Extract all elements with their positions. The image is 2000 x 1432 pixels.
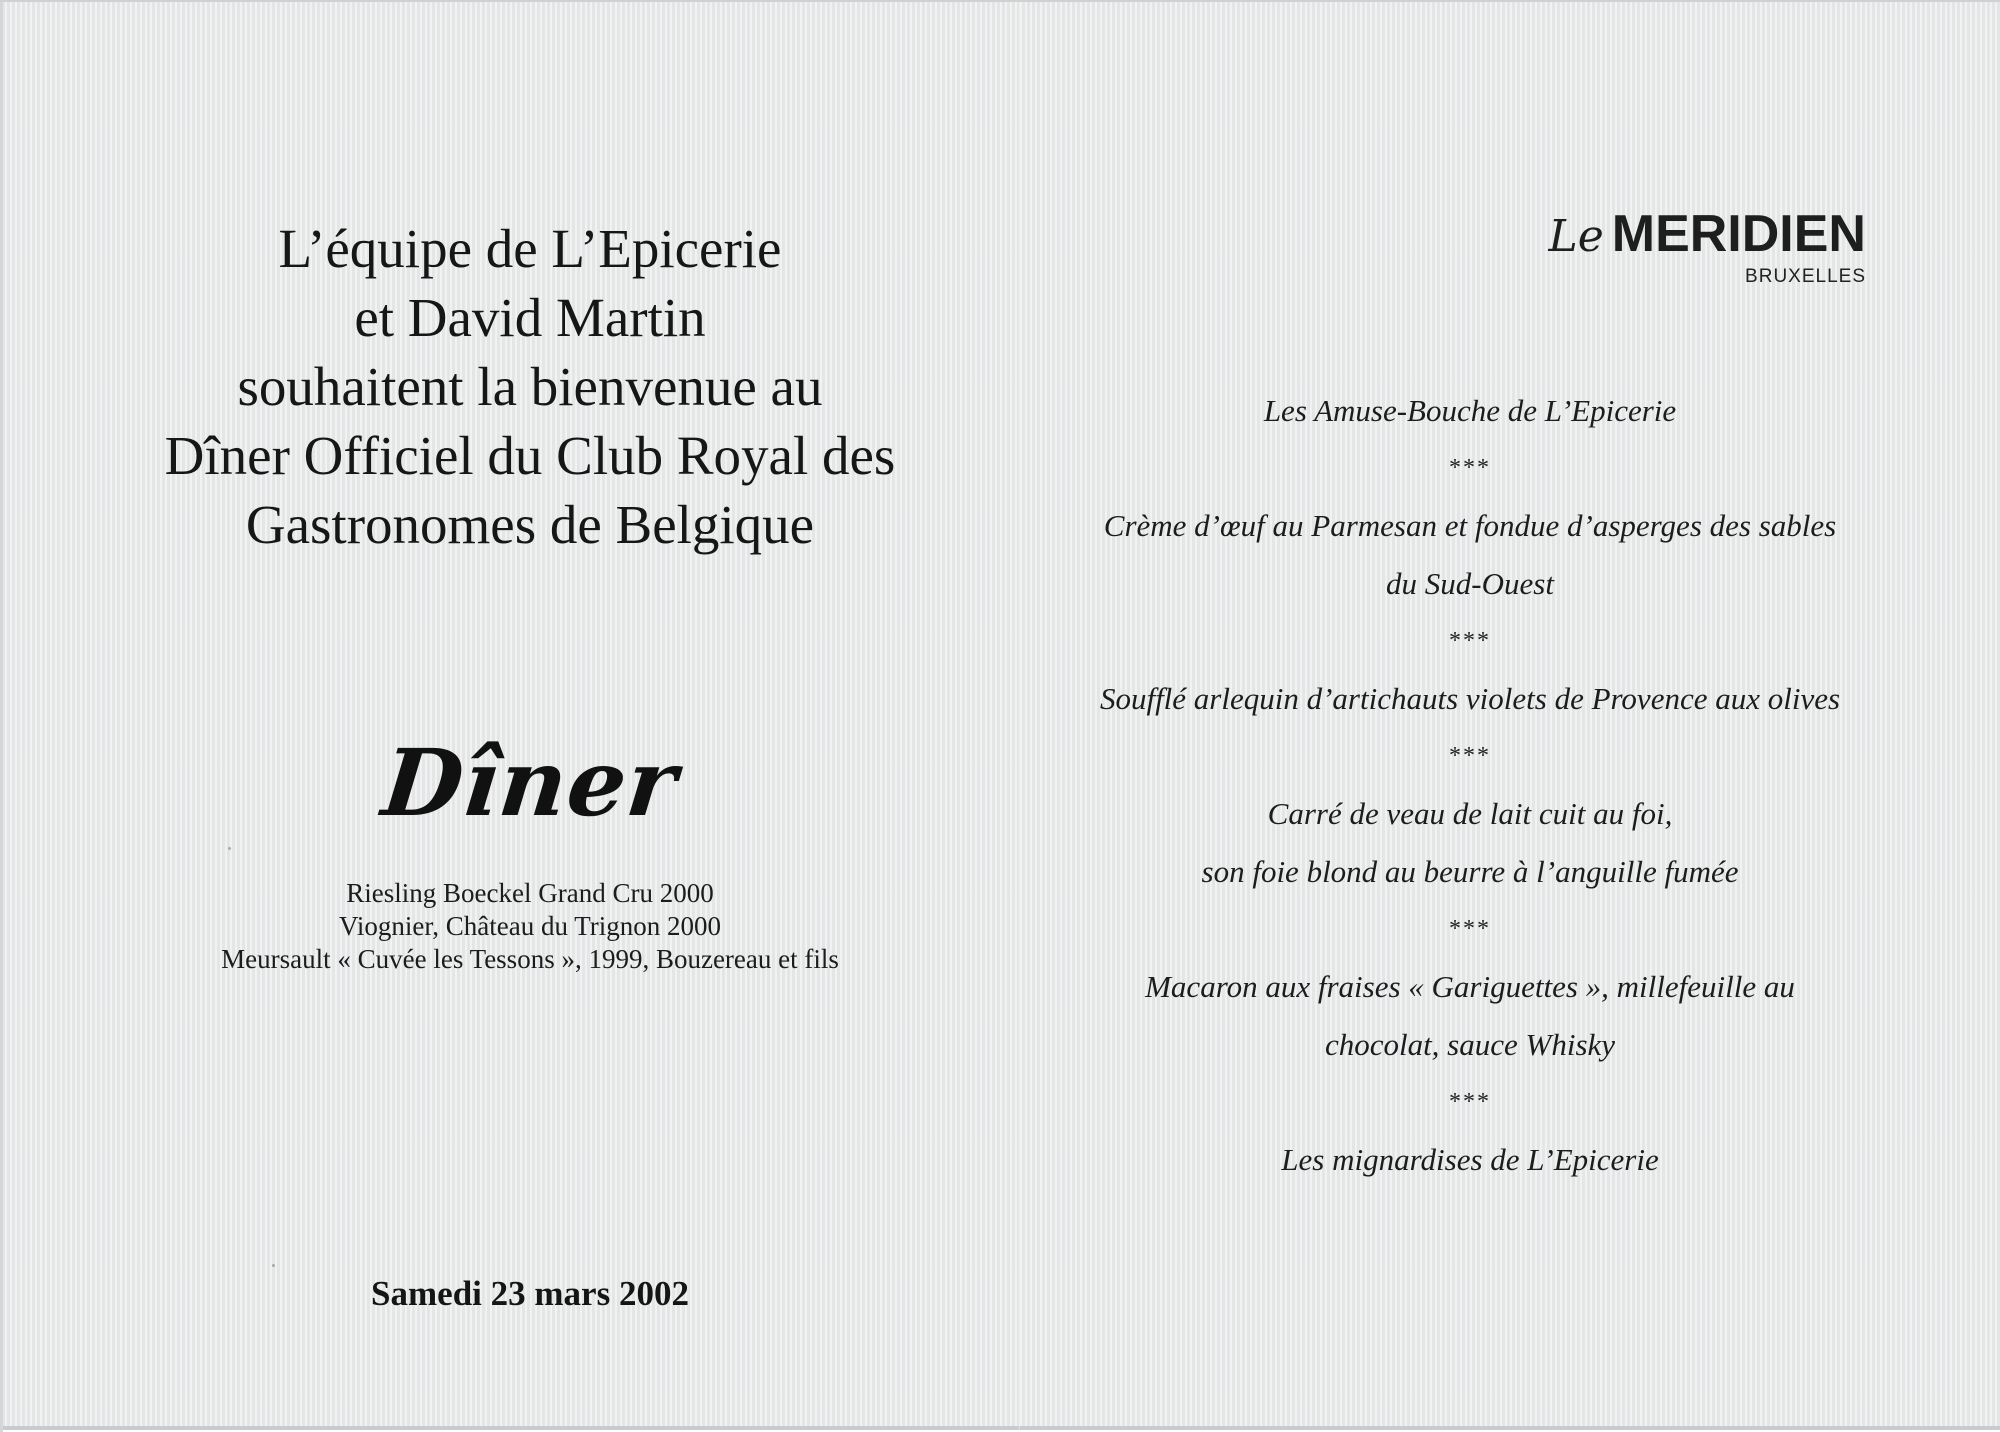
course-separator: *** — [1449, 628, 1491, 654]
menu-course-line: Macaron aux fraises « Gariguettes », millefeuille au — [1145, 969, 1795, 1004]
course-separator: *** — [1449, 455, 1491, 481]
logo-script: Le — [1548, 211, 1604, 262]
welcome-line: L’équipe de L’Epicerie — [278, 218, 782, 279]
diner-heading: Dîner — [377, 729, 683, 837]
welcome-line: et David Martin — [354, 287, 706, 348]
menu-course — [1020, 785, 1920, 901]
menu-courses — [1020, 382, 1920, 1189]
wine-item: Meursault « Cuvée les Tessons », 1999, Bouzereau et fils — [221, 944, 839, 974]
menu-course — [1020, 1131, 1920, 1189]
welcome-line: Gastronomes de Belgique — [245, 494, 815, 555]
menu-course-line: son foie blond au beurre à l’anguille fumée — [1201, 854, 1739, 889]
menu-course-line: Les Amuse-Bouche de L’Epicerie — [1263, 393, 1677, 428]
welcome-line: Dîner Officiel du Club Royal des — [164, 425, 896, 486]
menu-course-line: Crème d’œuf au Parmesan et fondue d’asperges des sables — [1103, 508, 1837, 543]
logo-name: MERIDIEN — [1611, 205, 1866, 263]
menu-course-line: chocolat, sauce Whisky — [1324, 1027, 1616, 1062]
wine-list — [0, 877, 1060, 976]
menu-course — [1020, 382, 1920, 440]
course-separator: *** — [1449, 743, 1491, 769]
menu-course — [1020, 958, 1920, 1074]
menu-course-line: Les mignardises de L’Epicerie — [1281, 1142, 1659, 1177]
hotel-logo — [1548, 204, 1866, 288]
paper-speck — [228, 847, 231, 850]
wine-item: Riesling Boeckel Grand Cru 2000 — [346, 878, 714, 908]
menu-course-line: Carré de veau de lait cuit au foi, — [1267, 796, 1673, 831]
menu-course-line: Soufflé arlequin d’artichauts violets de Provence aux olives — [1099, 681, 1841, 716]
event-date: Samedi 23 mars 2002 — [371, 1274, 689, 1313]
left-panel — [0, 2, 1060, 1432]
welcome-message — [0, 214, 1060, 559]
wine-item: Viognier, Château du Trignon 2000 — [338, 911, 722, 941]
course-separator: *** — [1449, 1089, 1491, 1115]
course-separator: *** — [1449, 916, 1491, 942]
menu-course-line: du Sud-Ouest — [1386, 566, 1554, 601]
menu-course — [1020, 670, 1920, 728]
welcome-line: souhaitent la bienvenue au — [237, 356, 823, 417]
right-panel — [1020, 2, 2000, 1432]
logo-city: BRUXELLES — [1745, 266, 1866, 287]
paper-speck — [272, 1264, 275, 1267]
logo-wordmark — [1548, 204, 1866, 264]
menu-course — [1020, 497, 1920, 613]
